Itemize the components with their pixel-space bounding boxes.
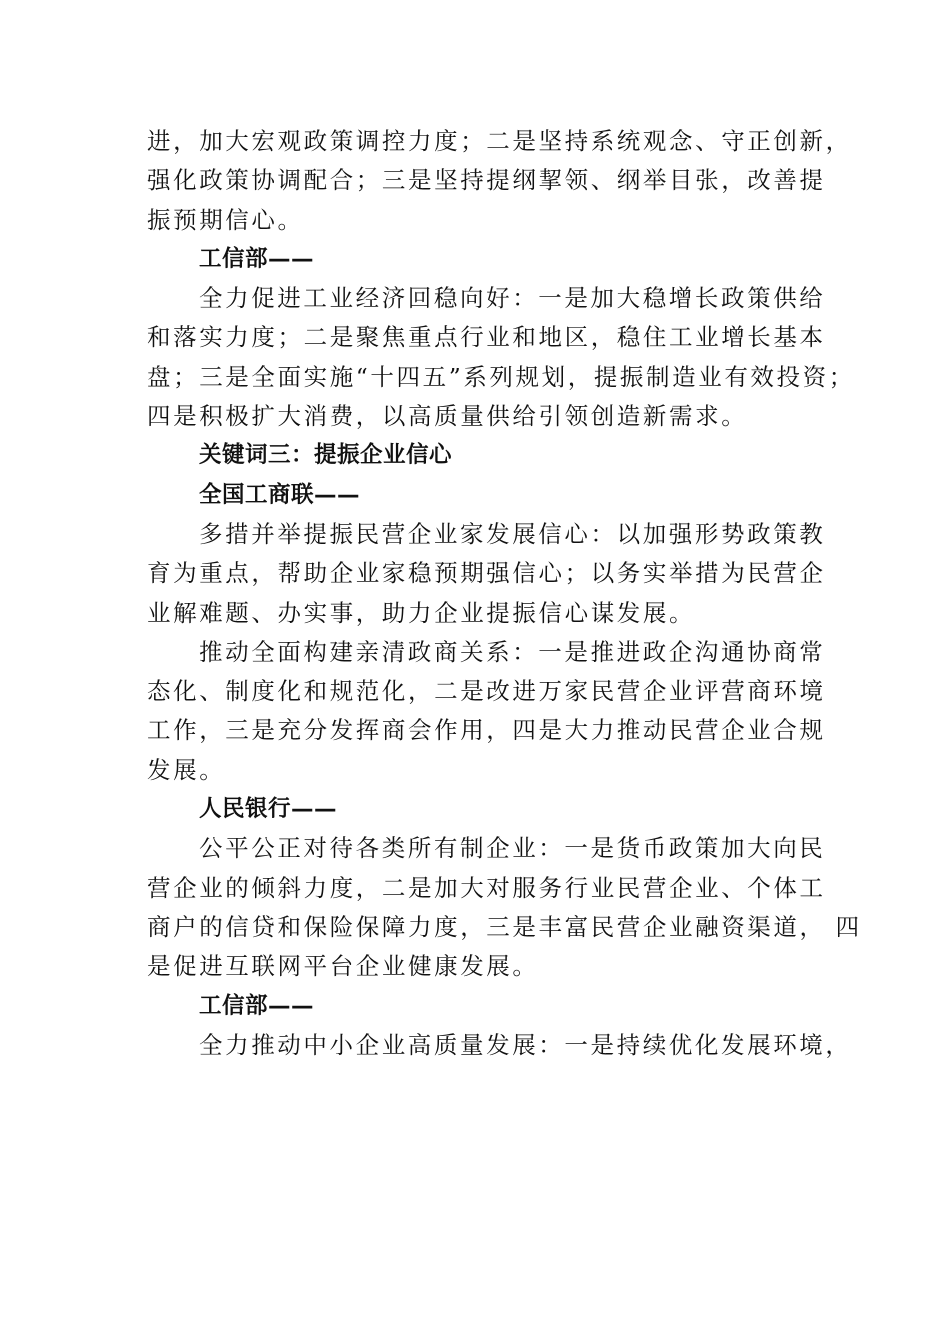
paragraph-line: 营企业的倾斜力度，二是加大对服务行业民营企业、个体工 [147,873,826,902]
paragraph-line: 多措并举提振民营企业家发展信心：以加强形势政策教 [199,519,826,548]
paragraph-line: 盘；三是全面实施“十四五”系列规划，提振制造业有效投资； [147,362,855,391]
section-heading: 关键词三：提振企业信心 [199,442,453,469]
paragraph-line: 态化、制度化和规范化，二是改进万家民营企业评营商环境 [147,677,826,706]
section-heading: 工信部—— [199,245,315,272]
paragraph-line: 公平公正对待各类所有制企业：一是货币政策加大向民 [199,834,826,863]
section-heading: 人民银行—— [199,796,338,823]
paragraph-line: 四是积极扩大消费，以高质量供给引领创造新需求。 [147,402,748,431]
paragraph-line: 全力推动中小企业高质量发展：一是持续优化发展环境， [199,1030,852,1059]
paragraph-line: 商户的信贷和保险保障力度，三是丰富民营企业融资渠道， 四 [147,912,862,941]
section-heading: 工信部—— [199,992,315,1019]
paragraph-line: 工作，三是充分发挥商会作用，四是大力推动民营企业合规 [147,716,826,745]
paragraph-line: 是促进互联网平台企业健康发展。 [147,952,539,981]
paragraph-line: 育为重点，帮助企业家稳预期强信心；以务实举措为民营企 [147,559,826,588]
paragraph-line: 推动全面构建亲清政商关系：一是推进政企沟通协商常 [199,637,826,666]
paragraph-line: 强化政策协调配合；三是坚持提纲挈领、纲举目张，改善提 [147,166,826,195]
document-page [147,122,862,1065]
paragraph-line: 发展。 [147,755,226,784]
paragraph-line: 全力促进工业经济回稳向好：一是加大稳增长政策供给 [199,284,826,313]
paragraph-line: 业解难题、办实事，助力企业提振信心谋发展。 [147,598,696,627]
paragraph-line: 振预期信心。 [147,205,304,234]
section-heading: 全国工商联—— [199,481,361,508]
paragraph-line: 和落实力度；二是聚焦重点行业和地区，稳住工业增长基本 [147,323,826,352]
paragraph-line: 进，加大宏观政策调控力度；二是坚持系统观念、守正创新， [147,127,852,155]
